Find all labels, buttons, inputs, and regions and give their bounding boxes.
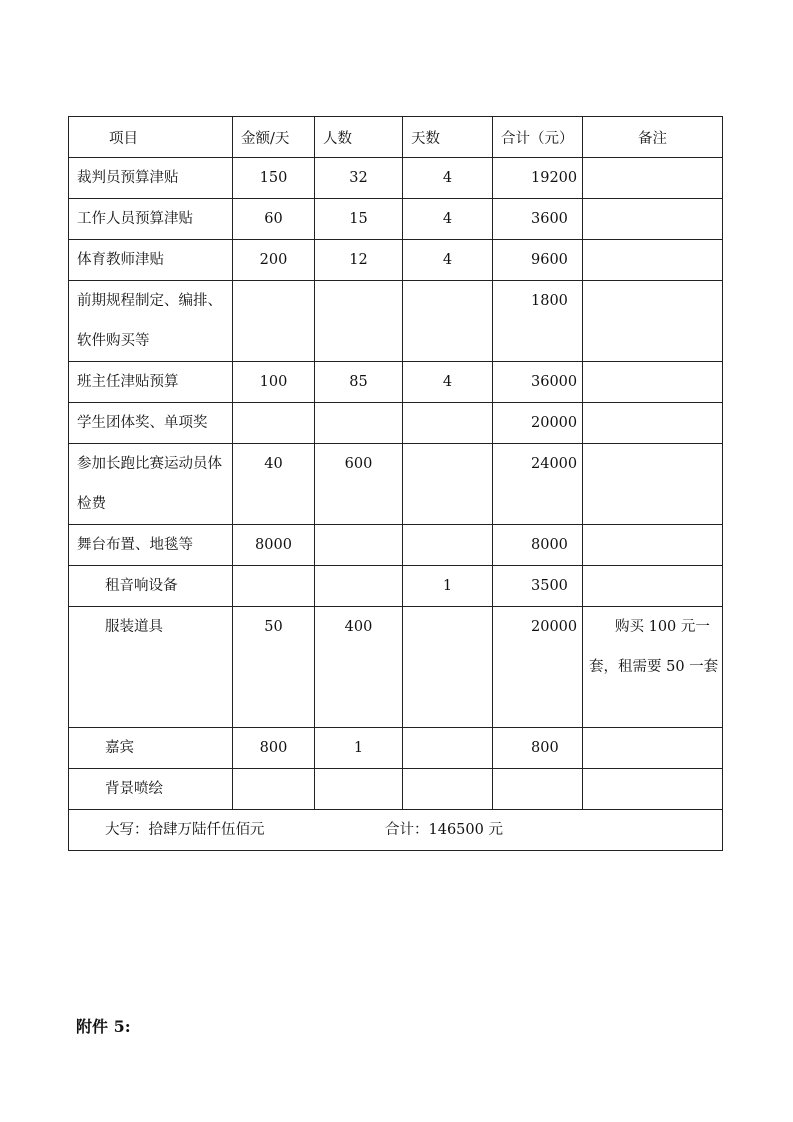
cell-rate: 60: [233, 199, 315, 240]
cell-people: [315, 566, 403, 607]
cell-total: 20000: [493, 607, 583, 728]
cell-people: [315, 403, 403, 444]
cell-rate: [233, 281, 315, 362]
cell-days: [403, 769, 493, 810]
cell-total: 9600: [493, 240, 583, 281]
cell-rate: 40: [233, 444, 315, 525]
cell-item: 体育教师津贴: [69, 240, 233, 281]
table-header-row: [69, 117, 723, 158]
cell-item: 参加长跑比赛运动员体检费: [69, 444, 233, 525]
cell-days: 1: [403, 566, 493, 607]
cell-rate: 100: [233, 362, 315, 403]
cell-people: [315, 281, 403, 362]
table-row: [69, 158, 723, 199]
table-row: [69, 199, 723, 240]
cell-days: 4: [403, 158, 493, 199]
cell-note: [583, 566, 723, 607]
cell-people: 1: [315, 728, 403, 769]
cell-total: 1800: [493, 281, 583, 362]
cell-days: 4: [403, 199, 493, 240]
cell-days: [403, 281, 493, 362]
header-note: 备注: [583, 117, 723, 158]
cell-note: [583, 199, 723, 240]
cell-item: 背景喷绘: [69, 769, 233, 810]
cell-rate: 8000: [233, 525, 315, 566]
cell-people: 15: [315, 199, 403, 240]
table-row: [69, 240, 723, 281]
cell-item: 舞台布置、地毯等: [69, 525, 233, 566]
cell-total: 800: [493, 728, 583, 769]
cell-days: [403, 728, 493, 769]
cell-total: 20000: [493, 403, 583, 444]
table-footer-row: [69, 810, 723, 851]
footer-grand-total: 合计：146500 元: [385, 822, 503, 838]
cell-people: 400: [315, 607, 403, 728]
cell-days: [403, 607, 493, 728]
cell-total: 19200: [493, 158, 583, 199]
cell-rate: [233, 403, 315, 444]
cell-days: [403, 444, 493, 525]
cell-total: 36000: [493, 362, 583, 403]
cell-rate: 200: [233, 240, 315, 281]
cell-note: [583, 769, 723, 810]
header-days: 天数: [403, 117, 493, 158]
cell-note: [583, 525, 723, 566]
cell-note: [583, 281, 723, 362]
cell-item: 租音响设备: [69, 566, 233, 607]
cell-days: 4: [403, 240, 493, 281]
table-row: [69, 444, 723, 525]
table-row: [69, 403, 723, 444]
cell-rate: [233, 769, 315, 810]
footer-cell: [69, 810, 723, 851]
cell-item: 班主任津贴预算: [69, 362, 233, 403]
table-row: [69, 769, 723, 810]
table-row: [69, 728, 723, 769]
header-people: 人数: [315, 117, 403, 158]
cell-note: [583, 158, 723, 199]
budget-table: [68, 116, 723, 851]
table-row: [69, 607, 723, 728]
cell-item: 裁判员预算津贴: [69, 158, 233, 199]
cell-item: 嘉宾: [69, 728, 233, 769]
cell-people: 85: [315, 362, 403, 403]
cell-total: 8000: [493, 525, 583, 566]
cell-note: [583, 728, 723, 769]
cell-rate: 50: [233, 607, 315, 728]
cell-item: 服装道具: [69, 607, 233, 728]
cell-people: [315, 525, 403, 566]
table-row: [69, 362, 723, 403]
header-total: 合计（元）: [493, 117, 583, 158]
table-row: [69, 281, 723, 362]
cell-total: 24000: [493, 444, 583, 525]
cell-days: 4: [403, 362, 493, 403]
cell-note: [583, 403, 723, 444]
footer-amount-in-words: 大写：拾肆万陆仟伍佰元: [105, 822, 265, 838]
cell-total: 3600: [493, 199, 583, 240]
cell-note: [583, 240, 723, 281]
attachment-label: 附件 5:: [76, 1017, 131, 1036]
table-row: [69, 525, 723, 566]
cell-note: [583, 362, 723, 403]
cell-rate: 800: [233, 728, 315, 769]
cell-rate: 150: [233, 158, 315, 199]
cell-note: [583, 444, 723, 525]
cell-people: [315, 769, 403, 810]
cell-people: 12: [315, 240, 403, 281]
cell-people: 600: [315, 444, 403, 525]
cell-total: [493, 769, 583, 810]
cell-total: 3500: [493, 566, 583, 607]
cell-days: [403, 403, 493, 444]
cell-item: 学生团体奖、单项奖: [69, 403, 233, 444]
cell-item: 工作人员预算津贴: [69, 199, 233, 240]
cell-note: 购买 100 元一套，租需要 50 一套: [583, 607, 723, 728]
cell-item: 前期规程制定、编排、软件购买等: [69, 281, 233, 362]
cell-days: [403, 525, 493, 566]
cell-rate: [233, 566, 315, 607]
header-item: 项目: [69, 117, 233, 158]
cell-people: 32: [315, 158, 403, 199]
header-rate: 金额/天: [233, 117, 315, 158]
table-row: [69, 566, 723, 607]
